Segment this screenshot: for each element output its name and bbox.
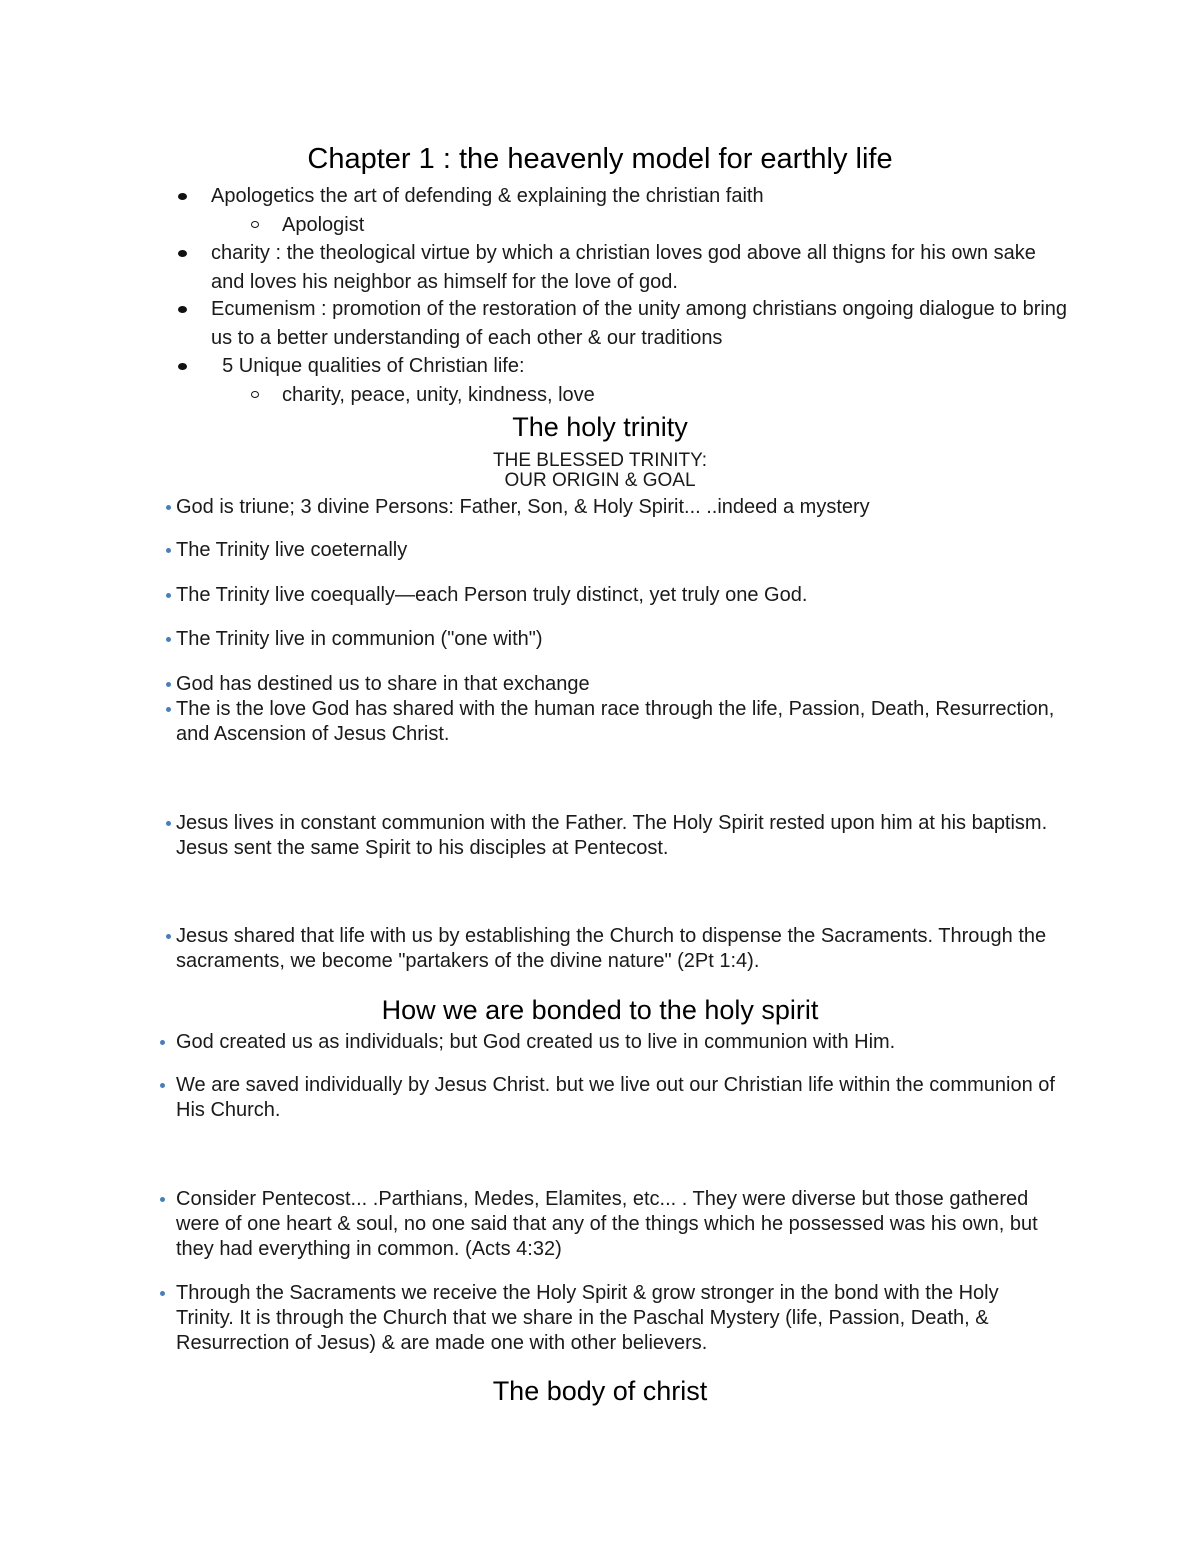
list-item-text: Apologetics the art of defending & explaining the christian faith [211,185,764,207]
list-item-text: Ecumenism : promotion of the restoration of the unity among christians ongoing dialogue to bring us to a better understanding of each other & our traditions [211,298,1068,349]
bullet-icon [166,707,171,712]
list-item-text: Consider Pentecost... .Parthians, Medes, Elamites, etc... . They were diverse but those gathered were of one heart & soul, no one said that any of the things which he possessed was his own, but they had everything in common. (Acts 4:32) [176,1188,1038,1260]
trinity-subheading-line2: OUR ORIGIN & GOAL [504,470,696,491]
list-item-text: The Trinity live in communion ("one with") [176,628,543,650]
section-heading-holy-spirit: How we are bonded to the holy spirit [381,995,819,1025]
bullet-icon [166,593,171,598]
list-item-text: We are saved individually by Jesus Christ. but we live out our Christian life within the communion of His Church. [176,1074,1055,1121]
bullet-icon [178,363,187,370]
list-item-text: The Trinity live coeternally [176,539,408,561]
list-item-text: The is the love God has shared with the human race through the life, Passion, Death, Resurrection, and Ascension of Jesus Christ. [176,698,1055,745]
list-item-text: 5 Unique qualities of Christian life: [211,355,525,377]
bullet-icon [160,1197,165,1202]
chapter-title: Chapter 1 : the heavenly model for earthly life [307,143,893,175]
section-heading-trinity: The holy trinity [512,412,688,442]
trinity-subheading-line1: THE BLESSED TRINITY: [493,450,707,471]
list-item-text: God created us as individuals; but God created us to live in communion with Him. [176,1031,896,1053]
sub-list-item-text: Apologist [282,214,365,236]
list-item-text: Jesus lives in constant communion with the Father. The Holy Spirit rested upon him at his baptism. Jesus sent the same Spirit to his disciples at Pentecost. [176,812,1048,859]
section-heading-body-of-christ: The body of christ [492,1376,708,1406]
bullet-icon [160,1083,165,1088]
bullet-icon [178,250,187,257]
bullet-icon [166,821,171,826]
list-item-text: God is triune; 3 divine Persons: Father, Son, & Holy Spirit... ..indeed a mystery [176,496,870,518]
bullet-icon [160,1291,165,1296]
bullet-icon [160,1040,165,1045]
list-item-text: The Trinity live coequally—each Person truly distinct, yet truly one God. [176,584,808,606]
bullet-icon [178,193,187,200]
list-item-text: Jesus shared that life with us by establishing the Church to dispense the Sacraments. Through the sacraments, we become "partakers of the divine nature" (2Pt 1:4). [176,925,1047,972]
list-item-text: Through the Sacraments we receive the Holy Spirit & grow stronger in the bond with the Holy Trinity. It is through the Church that we share in the Paschal Mystery (life, Passion, Death, & Resurrection of Jesus) & are made one with other believers. [176,1282,999,1354]
bullet-icon [178,306,187,313]
sub-list-item-text: charity, peace, unity, kindness, love [282,384,595,406]
bullet-icon [166,682,171,687]
bullet-icon [166,548,171,553]
bullet-icon [166,934,171,939]
list-item-text: God has destined us to share in that exchange [176,673,590,695]
hollow-bullet-icon [251,391,259,398]
hollow-bullet-icon [251,221,259,228]
bullet-icon [166,637,171,642]
list-item-text: charity : the theological virtue by which a christian loves god above all thigns for his own sake and loves his neighbor as himself for the love of god. [211,242,1036,293]
bullet-icon [166,505,171,510]
